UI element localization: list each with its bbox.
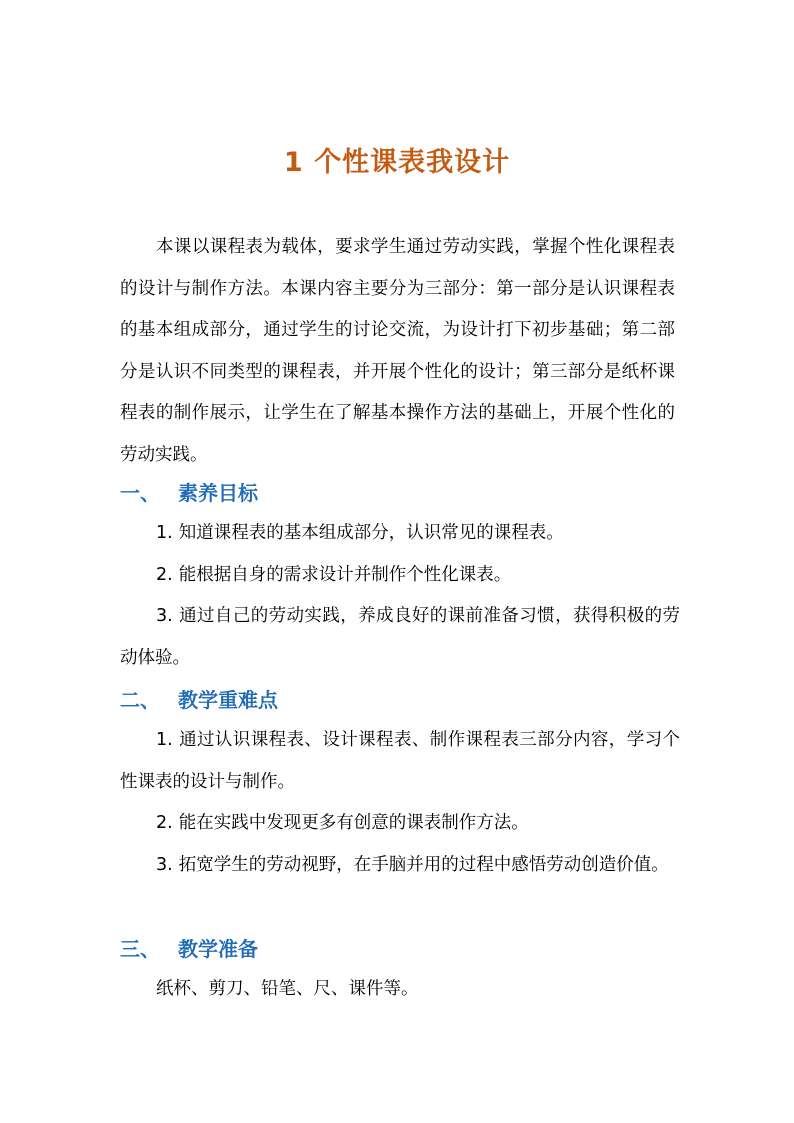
item-index: 2. (156, 813, 173, 833)
item-text: 能在实践中发现更多有创意的课表制作方法。 (178, 813, 529, 833)
intro-paragraph: 本课以课程表为载体，要求学生通过劳动实践，掌握个性化课程表的设计与制作方法。本课内容主要分为三部分：第一部分是认识课程表的基本组成部分，通过学生的讨论交流，为设计打下初步基础；第二部分是认识不同类型的课程表，并开展个性化的设计；第三部分是纸杯课程表的制作展示，让学生在了解基本操作方法的基础上，开展个性化的劳动实践。 (120, 237, 675, 465)
item-text: 能根据自身的需求设计并制作个性化课表。 (178, 564, 512, 585)
list-item (120, 720, 680, 803)
list-item (120, 969, 680, 1011)
section-title: 教学重难点 (178, 688, 278, 712)
section-literacy-goals (120, 473, 680, 679)
section-number: 三、 (120, 937, 160, 961)
section-number: 二、 (120, 688, 160, 712)
item-index: 1. (156, 730, 173, 750)
list-item (120, 803, 680, 845)
item-text: 知道课程表的基本组成部分，认识常见的课程表。 (178, 523, 564, 543)
item-text: 通过自己的劳动实践，养成良好的课前准备习惯，获得积极的劳动体验。 (120, 606, 680, 668)
list-item (120, 555, 680, 597)
section-teaching-preparation (120, 929, 680, 1011)
list-item (120, 513, 680, 555)
item-text: 纸杯、剪刀、铅笔、尺、课件等。 (156, 979, 419, 999)
list-item (120, 596, 680, 679)
item-index: 3. (156, 854, 173, 875)
item-index: 2. (156, 564, 173, 585)
page-title: 1 个性课表我设计 (283, 147, 511, 178)
section-heading (120, 929, 680, 969)
list-item (120, 845, 680, 887)
item-text: 通过认识课程表、设计课程表、制作课程表三部分内容，学习个性课表的设计与制作。 (120, 730, 680, 792)
item-index: 3. (156, 606, 173, 626)
section-heading (120, 473, 680, 513)
section-heading (120, 680, 680, 720)
item-index: 1. (156, 523, 173, 543)
section-number: 一、 (120, 481, 160, 505)
section-key-difficulties (120, 680, 680, 886)
item-text: 拓宽学生的劳动视野，在手脑并用的过程中感悟劳动创造价值。 (178, 854, 669, 875)
section-title: 素养目标 (178, 481, 258, 505)
section-title: 教学准备 (178, 937, 258, 961)
